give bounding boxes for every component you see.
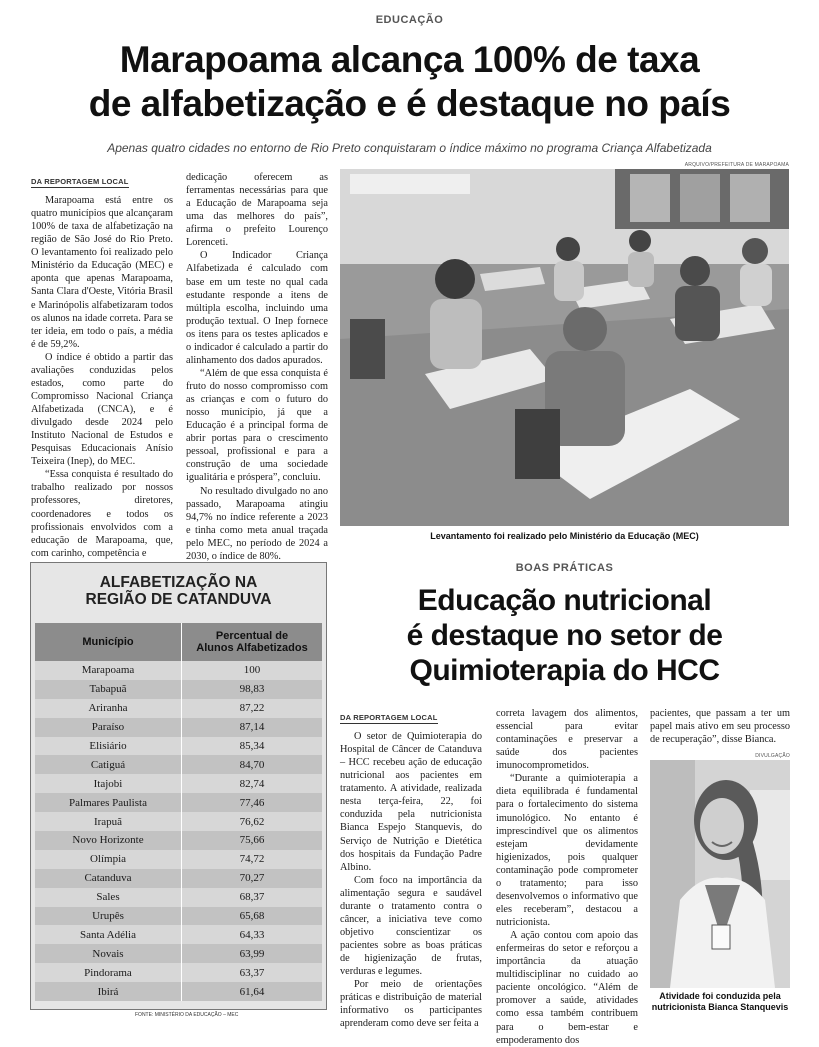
section-label: EDUCAÇÃO <box>375 14 444 26</box>
table-header-municipio: Município <box>35 623 182 661</box>
table-cell-value: 87,14 <box>239 721 265 734</box>
table-cell-city: Tabapuã <box>35 680 182 699</box>
headline-line: Quimioterapia do HCC <box>409 654 720 687</box>
table-cell-city: Novais <box>35 944 182 963</box>
headline <box>0 38 819 126</box>
article2-column-1 <box>340 730 482 1030</box>
table-title-line: REGIÃO DE CATANDUVA <box>85 590 272 608</box>
paragraph: Por meio de orientações práticas e distribuição de material informativo os participantes aprenderam como deve ser feita a <box>340 979 482 1030</box>
headline-line: de alfabetização e é destaque no país <box>88 83 731 124</box>
table-row <box>35 661 322 680</box>
table-cell-value: 76,62 <box>239 815 265 828</box>
byline-text: DA REPORTAGEM LOCAL <box>340 713 438 722</box>
table-row <box>35 699 322 718</box>
table-cell-value: 100 <box>243 664 261 677</box>
table-row <box>35 793 322 812</box>
table-row <box>35 831 322 850</box>
article2-column-2 <box>496 707 638 1047</box>
paragraph: O índice é obtido a partir das avaliações conduzidas pelos estados, como parte do Compromisso Nacional Criança Alfabetizada (CNCA), e é divulgado desde 2024 pelo Instituto Nacional de Estudos e Pesquisas Educacionais Anísio Teixeira (Inep), do MEC. <box>31 351 173 468</box>
table-row <box>35 850 322 869</box>
table-source: FONTE: MINISTÉRIO DA EDUCAÇÃO – MEC <box>135 1012 239 1018</box>
table-row <box>35 755 322 774</box>
article-column-1 <box>31 194 173 560</box>
table-row <box>35 888 322 907</box>
table-cell-value: 68,37 <box>239 891 265 904</box>
section-label-2: BOAS PRÁTICAS <box>515 562 614 574</box>
table-cell-value: 63,37 <box>239 966 265 979</box>
table-row <box>35 737 322 756</box>
table-row <box>35 774 322 793</box>
table-body <box>35 661 322 1001</box>
table-cell-city: Irapuã <box>35 812 182 831</box>
table-cell-value: 77,46 <box>239 796 265 809</box>
table-cell-value: 61,64 <box>239 985 265 998</box>
table-cell-city: Pindorama <box>35 963 182 982</box>
table-cell-city: Sales <box>35 888 182 907</box>
article-column-2 <box>186 171 328 563</box>
table-cell-value: 65,68 <box>239 910 265 923</box>
paragraph: “Essa conquista é resultado do trabalho realizado por nossos professores, diretores, coordenadores e todos os profissionais envolvidos com a educação de Marapoama, que, com carinho, competência e <box>31 469 173 559</box>
table-cell-value: 74,72 <box>239 853 265 866</box>
headline-line: é destaque no setor de <box>406 619 723 652</box>
table-cell-value: 82,74 <box>239 777 265 790</box>
table-cell-city: Catiguá <box>35 755 182 774</box>
paragraph: dedicação oferecem as ferramentas necessárias para que a Educação de Marapoama seja uma das melhores do país”, afirma o prefeito Lourenço Lorenceti. <box>186 172 328 249</box>
byline-2 <box>340 707 438 725</box>
literacy-table <box>30 562 327 1010</box>
paragraph: “Além de que essa conquista é fruto do nosso compromisso com as crianças e com o futuro do nosso município, já que a Educação é a principal forma de abrir portas para o crescimento pessoal, profissional e para a construção de uma sociedade igualitária e próspera”, concluiu. <box>186 367 328 484</box>
table-cell-value: 75,66 <box>239 834 265 847</box>
table-cell-city: Olímpia <box>35 850 182 869</box>
paragraph: O setor de Quimioterapia do Hospital de Câncer de Catanduva – HCC recebeu ação de educação nutricional aos pacientes em tratamento. A atividade, realizada nesta terça-feira, 22, foi conduzida pela nutricionista Bianca Espejo Stanquevis, do Serviço de Nutrição e Dietética dos hospitais da Fundação Padre Albino. <box>340 731 482 873</box>
paragraph: Com foco na importância da alimentação segura e saudável durante o tratamento contra o câncer, a iniciativa teve como objetivo conscientizar os pacientes sobre as boas práticas de higienização de frutas, verduras e legumes. <box>340 874 482 978</box>
table-row <box>35 963 322 982</box>
photo-credit-2: DIVULGAÇÃO <box>755 753 790 759</box>
table-cell-value: 63,99 <box>239 947 265 960</box>
table-title <box>31 563 326 623</box>
table-cell-city: Ariranha <box>35 699 182 718</box>
table-row <box>35 944 322 963</box>
paragraph: “Durante a quimioterapia a dieta equilibrada é fundamental para o fortalecimento do sistema imunológico. No entanto é imprescindível que os alimentos estejam devidamente higienizados, pois qualquer contaminação pode comprometer o tratamento; para isso desenvolvemos o informativo que eles receberam”, destacou a nutricionista. <box>496 773 638 928</box>
table-header-line: Percentual de <box>215 629 289 642</box>
table-cell-value: 84,70 <box>239 758 265 771</box>
headline-2 <box>340 583 789 688</box>
table-cell-city: Novo Horizonte <box>35 831 182 850</box>
table-cell-city: Elisiário <box>35 737 182 756</box>
table-row <box>35 812 322 831</box>
table-cell-value: 87,22 <box>239 702 265 715</box>
paragraph: A ação contou com apoio das enfermeiras do setor e reforçou a importância da atuação multidisciplinar no cuidado ao paciente oncológico. “Além de promover a saúde, atividades como essa também contribuem para o bem-estar e empoderamento dos <box>496 930 638 1046</box>
table-row <box>35 680 322 699</box>
table-header-percentual <box>182 623 322 661</box>
table-row <box>35 718 322 737</box>
table-cell-city: Paraíso <box>35 718 182 737</box>
headline-line: Educação nutricional <box>417 584 712 617</box>
classroom-photo <box>340 169 789 526</box>
nutritionist-photo <box>650 760 790 988</box>
table-cell-city: Catanduva <box>35 869 182 888</box>
byline <box>31 171 129 189</box>
table-cell-value: 64,33 <box>239 928 265 941</box>
table-header-line: Alunos Alfabetizados <box>196 642 308 654</box>
table-header <box>35 623 322 661</box>
table-row <box>35 869 322 888</box>
caption-line: nutricionista Bianca Stanquevis <box>651 1002 789 1013</box>
subheadline: Apenas quatro cidades no entorno de Rio Preto conquistaram o índice máximo no programa Criança Alfabetizada <box>107 141 712 155</box>
table-cell-city: Itajobi <box>35 774 182 793</box>
paragraph: No resultado divulgado no ano passado, Marapoama atingiu 94,7% no índice referente a 2023 e tinha como meta anual traçada pelo MEC, no período de 2024 a 2030, o índice de 80%. <box>186 485 328 562</box>
paragraph: pacientes, que passam a ter um papel mais ativo em seu processo de recuperação”, disse Bianca. <box>650 708 790 746</box>
paragraph: O Indicador Criança Alfabetizada é calculado com base em um teste no qual cada estudante responde a itens de múltipla escolha, incluindo uma produção textual. O Inep fornece os itens para os testes aplicados e o indicador é calculado a partir do alinhamento dos dados apurados. <box>186 250 328 366</box>
table-cell-city: Ibirá <box>35 982 182 1001</box>
table-cell-city: Marapoama <box>35 661 182 680</box>
paragraph: Marapoama está entre os quatro municípios que alcançaram 100% de taxa de alfabetização na região de São José do Rio Preto. O levantamento foi realizado pelo Ministério da Educação (MEC) e aponta que apenas Marapoama, Santa Clara d'Oeste, Vitória Brasil e Marinópolis alfabetizaram todos os alunos na idade correta. Para se ter ideia, em todo o país, a média é de 59,2%. <box>31 195 173 350</box>
table-row <box>35 925 322 944</box>
article2-column-3 <box>650 707 790 746</box>
caption-line: Atividade foi conduzida pela <box>659 991 781 1001</box>
table-row <box>35 907 322 926</box>
table-cell-city: Palmares Paulista <box>35 793 182 812</box>
table-cell-value: 70,27 <box>239 872 265 885</box>
table-cell-value: 98,83 <box>239 683 265 696</box>
table-title-line: ALFABETIZAÇÃO NA <box>99 574 258 591</box>
table-cell-city: Santa Adélia <box>35 925 182 944</box>
paragraph: correta lavagem dos alimentos, essencial para evitar contaminações e preservar a saúde dos pacientes imunocomprometidos. <box>496 708 638 772</box>
byline-text: DA REPORTAGEM LOCAL <box>31 177 129 186</box>
table-cell-city: Urupês <box>35 907 182 926</box>
headline-line: Marapoama alcança 100% de taxa <box>119 39 700 80</box>
photo-caption-2 <box>650 991 790 1014</box>
photo-caption: Levantamento foi realizado pelo Ministério da Educação (MEC) <box>430 531 699 541</box>
table-row <box>35 982 322 1001</box>
table-cell-value: 85,34 <box>239 740 265 752</box>
photo-credit: ARQUIVO/PREFEITURA DE MARAPOAMA <box>684 162 789 168</box>
